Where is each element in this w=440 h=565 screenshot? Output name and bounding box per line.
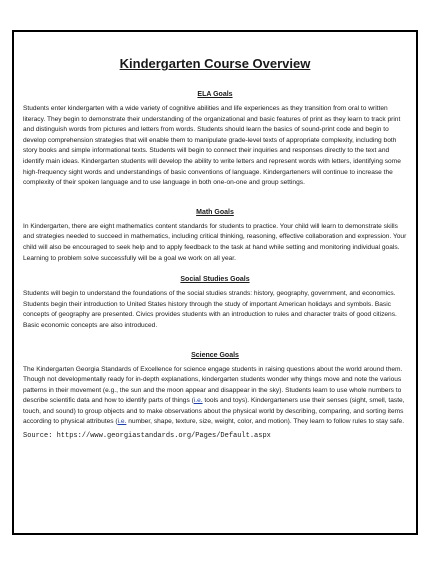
science-section xyxy=(23,352,407,429)
science-text-part-2: tools and toys). Kindergarteners use their senses (sight, smell, taste, touch, and sound) to group objects and to make observations about the physical world by describing, comparing, and sorting items according to physical attributes ( xyxy=(23,397,405,426)
science-heading: Science Goals xyxy=(191,351,239,359)
math-heading: Math Goals xyxy=(196,208,234,216)
ela-paragraph: Students enter kindergarten with a wide variety of cognitive abilities and life experiences as they transition from oral to written literacy. They begin to demonstrate their understanding of the organizational and basic features of print as they learn to track print and distinguish words from pictures and letters from words. Students should learn the basics of sound-print code and begin to develop comprehension strategies that will enable them to manipulate grade-level texts of appropriate complexity, including both story books and simple informational texts. Students will begin to connect their inquiries and responses directly to the text and identify main ideas. Kindergarten students will develop the ability to write letters and represent words with letters, identifying some high-frequency sight words and understandings of basic conventions of language. Kindergarteners will continue to increase the complexity of their spoken language and to use language in both one-on-one and group settings. xyxy=(23,105,401,187)
science-paragraph xyxy=(23,365,407,429)
ela-heading: ELA Goals xyxy=(197,91,233,98)
social-studies-section xyxy=(23,276,407,331)
ie-link-2[interactable]: i.e. xyxy=(117,418,127,426)
math-paragraph: In Kindergarten, there are eight mathematics content standards for students to practice. Your child will learn to demonstrate skills and strategies needed to succeed in mathematics, including critical thinking, reasoning, effective collaboration and expression. Your child will also be encouraged to seek help and to apply feedback to the task at hand while setting and monitoring individual goals. Learning to problem solve successfully will be a goal we work on all year. xyxy=(23,222,407,262)
ela-section xyxy=(23,91,407,189)
source-citation: Source: https://www.georgiastandards.org/Pages/Default.aspx xyxy=(23,432,271,441)
science-text-part-3: number, shape, texture, size, weight, color, and motion). They learn to follow rules to stay safe. xyxy=(126,418,405,426)
social-studies-paragraph: Students will begin to understand the foundations of the social studies strands: history, geography, government, and economics. Students begin their introduction to United States history through the study of important American holidays and symbols. Basic concepts of geography are presented. Civics provides students with an introduction to rules and character traits of good citizens. Basic economic concepts are also introduced. xyxy=(23,290,397,329)
ie-link-1[interactable]: i.e. xyxy=(193,397,203,405)
math-section xyxy=(23,209,407,264)
social-studies-heading: Social Studies Goals xyxy=(180,276,250,284)
page-title: Kindergarten Course Overview xyxy=(119,56,311,71)
document-page xyxy=(12,30,418,535)
science-text-part-1: The Kindergarten Georgia Standards of Excellence for science engage students in raising questions about the world around them. Though not developmentally ready for in-depth explanations, kindergarten students wonder why things move and note the various patterns in their movement (e.g., the sun and the moon appear and disappear in the sky). Students learn to use whole numbers to describe scientific data and how to identify parts of things ( xyxy=(23,365,403,405)
